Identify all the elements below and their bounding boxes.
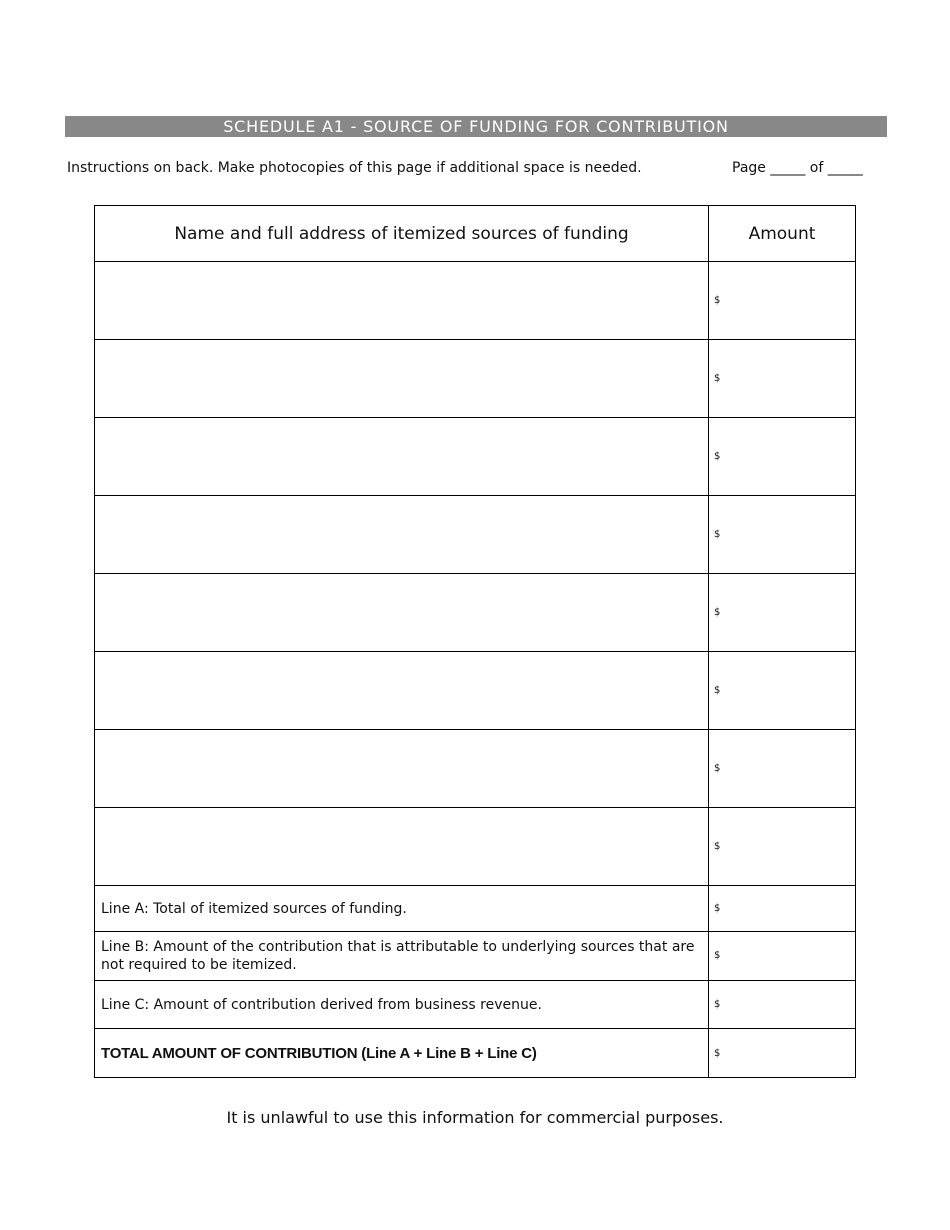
total-row <box>95 1029 856 1078</box>
table-row <box>95 418 856 496</box>
line-a-row <box>95 886 856 932</box>
table-row <box>95 340 856 418</box>
table-header-row <box>95 206 856 262</box>
line-c-label: Line C: Amount of contribution derived from business revenue. <box>95 981 709 1029</box>
source-name-field[interactable] <box>95 652 709 730</box>
source-name-field[interactable] <box>95 340 709 418</box>
column-header-name: Name and full address of itemized sources of funding <box>95 206 709 262</box>
table-row <box>95 496 856 574</box>
source-amount-field[interactable]: $ <box>709 652 856 730</box>
table-row <box>95 652 856 730</box>
source-amount-field[interactable]: $ <box>709 730 856 808</box>
source-name-field[interactable] <box>95 262 709 340</box>
source-amount-field[interactable]: $ <box>709 418 856 496</box>
instructions-text: Instructions on back. Make photocopies of this page if additional space is needed. <box>67 160 642 176</box>
source-amount-field[interactable]: $ <box>709 496 856 574</box>
source-name-field[interactable] <box>95 808 709 886</box>
table-row <box>95 262 856 340</box>
source-amount-field[interactable]: $ <box>709 574 856 652</box>
source-name-field[interactable] <box>95 418 709 496</box>
total-label: TOTAL AMOUNT OF CONTRIBUTION (Line A + Line B + Line C) <box>95 1029 709 1078</box>
commercial-use-notice: It is unlawful to use this information for commercial purposes. <box>226 1108 724 1127</box>
line-b-label: Line B: Amount of the contribution that is attributable to underlying sources that are not required to be itemized. <box>95 932 709 981</box>
column-header-amount: Amount <box>709 206 856 262</box>
page-number-field[interactable]: Page _____ of _____ <box>732 160 863 176</box>
line-b-row <box>95 932 856 981</box>
total-amount-field[interactable]: $ <box>709 1029 856 1078</box>
source-amount-field[interactable]: $ <box>709 808 856 886</box>
schedule-title: SCHEDULE A1 - SOURCE OF FUNDING FOR CONTRIBUTION <box>65 116 887 137</box>
source-name-field[interactable] <box>95 730 709 808</box>
source-name-field[interactable] <box>95 496 709 574</box>
line-c-amount-field[interactable]: $ <box>709 981 856 1029</box>
source-amount-field[interactable]: $ <box>709 262 856 340</box>
funding-sources-table <box>94 205 856 1078</box>
source-name-field[interactable] <box>95 574 709 652</box>
table-row <box>95 730 856 808</box>
line-a-label: Line A: Total of itemized sources of funding. <box>95 886 709 932</box>
table-row <box>95 574 856 652</box>
line-c-row <box>95 981 856 1029</box>
table-row <box>95 808 856 886</box>
line-a-amount-field[interactable]: $ <box>709 886 856 932</box>
line-b-amount-field[interactable]: $ <box>709 932 856 981</box>
source-amount-field[interactable]: $ <box>709 340 856 418</box>
